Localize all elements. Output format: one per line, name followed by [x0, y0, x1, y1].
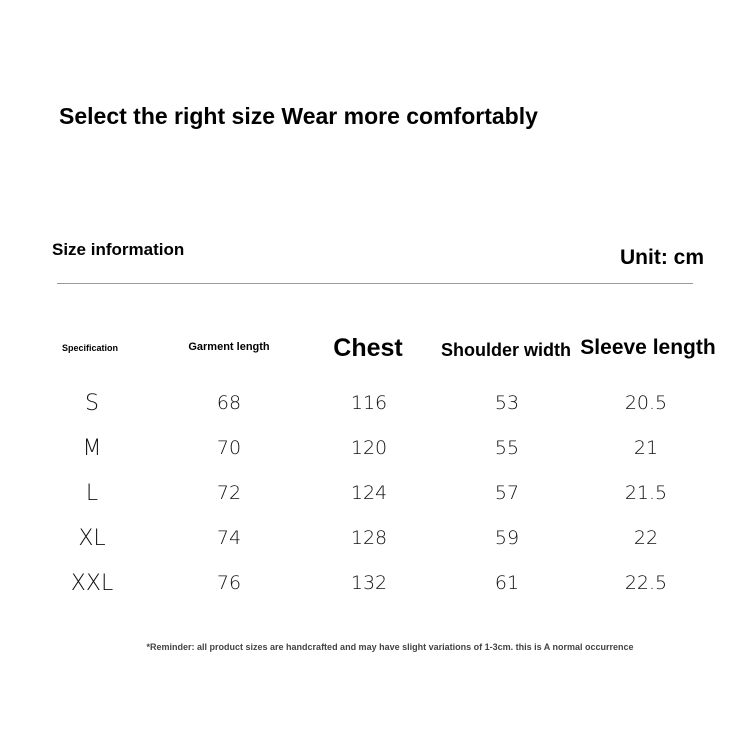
cell-size: L	[85, 481, 99, 506]
cell-shoulder-width: 57	[494, 482, 520, 504]
cell-garment-length: 70	[216, 437, 242, 459]
cell-garment-length: 68	[216, 392, 242, 414]
header-garment-length: Garment length	[188, 341, 270, 353]
cell-size: XXL	[70, 571, 114, 596]
cell-shoulder-width: 55	[494, 437, 520, 459]
cell-garment-length: 76	[216, 572, 242, 594]
divider	[57, 283, 693, 284]
cell-size: XL	[78, 526, 106, 551]
cell-chest: 128	[350, 527, 388, 549]
cell-chest: 116	[350, 392, 388, 414]
cell-sleeve-length: 22.5	[624, 572, 668, 594]
cell-sleeve-length: 21.5	[624, 482, 668, 504]
cell-shoulder-width: 61	[494, 572, 520, 594]
cell-sleeve-length: 20.5	[624, 392, 668, 414]
cell-garment-length: 74	[216, 527, 242, 549]
cell-shoulder-width: 59	[494, 527, 520, 549]
cell-chest: 124	[350, 482, 388, 504]
unit-label: Unit: cm	[620, 246, 704, 269]
cell-size: S	[85, 391, 99, 416]
header-chest: Chest	[333, 334, 403, 362]
reminder-note: *Reminder: all product sizes are handcrafted and may have slight variations of 1-3cm. this is A normal occurrence	[146, 642, 634, 652]
cell-garment-length: 72	[216, 482, 242, 504]
cell-chest: 132	[350, 572, 388, 594]
size-information-label: Size information	[52, 240, 185, 259]
header-specification: Specification	[61, 343, 119, 353]
headline: Select the right size Wear more comfortably	[59, 103, 538, 129]
cell-shoulder-width: 53	[494, 392, 520, 414]
cell-chest: 120	[350, 437, 388, 459]
cell-sleeve-length: 21	[633, 437, 659, 459]
cell-size: M	[82, 436, 102, 461]
cell-sleeve-length: 22	[633, 527, 659, 549]
header-sleeve-length: Sleeve length	[580, 336, 716, 359]
header-shoulder-width: Shoulder width	[441, 340, 571, 360]
